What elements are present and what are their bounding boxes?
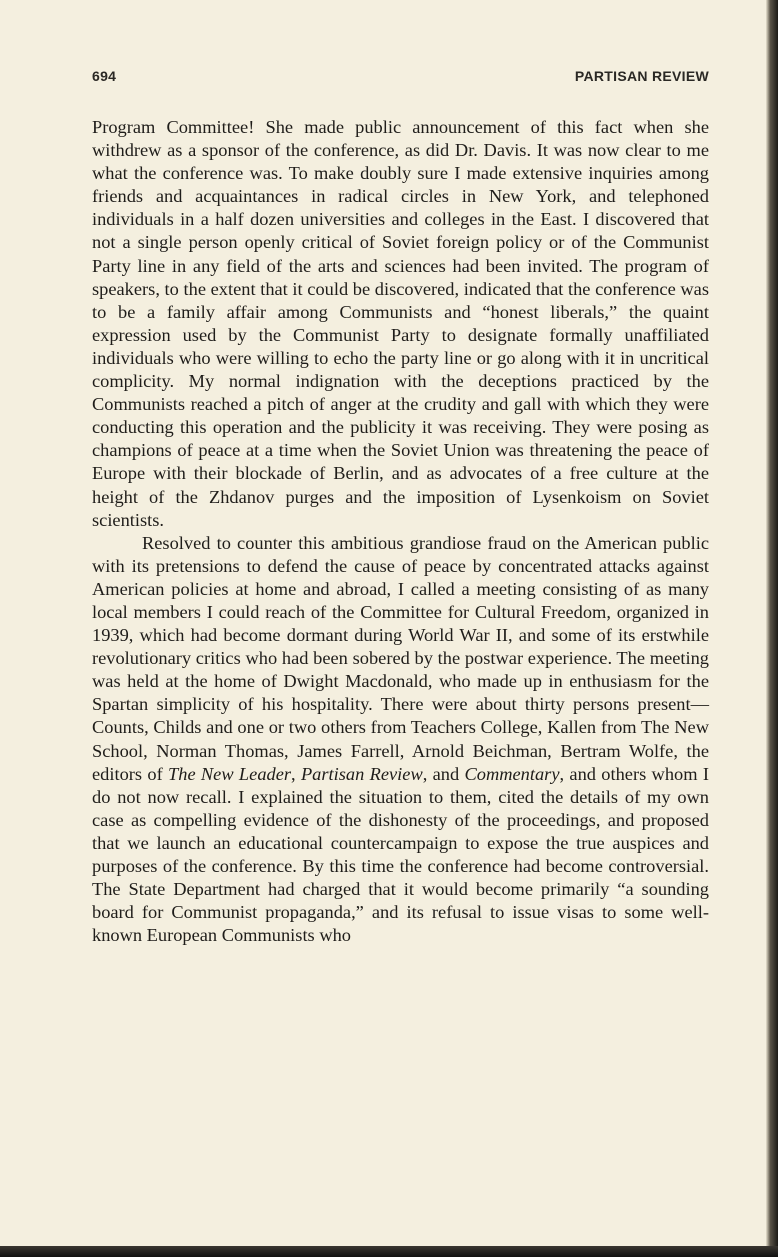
page-number: 694: [92, 68, 117, 84]
separator-2: , and: [422, 763, 465, 784]
running-head: PARTISAN REVIEW: [574, 68, 709, 84]
separator-1: ,: [291, 763, 301, 784]
publication-title-partisan-review: Partisan Review: [300, 763, 423, 784]
paragraph-2-part-a: Resolved to counter this ambitious grandiose fraud on the American public with its pretensions to defend the cause of peace by concentrated attacks against American policies at home and abroad, I called a meeting consisting of as many local members I could reach of the Committee for Cultural Freedom, organized in 1939, which had become dormant during World War II, and some of its erstwhile revolutionary critics who had been sobered by the postwar experience. The meeting was held at the home of Dwight Macdonald, who made up in enthusiasm for the Spartan simplicity of his hospitality. There were about thirty persons present—Counts, Childs and one or two others from Teachers College, Kallen from The New School, Norman Thomas, James Farrell, Arnold Beichman, Bertram Wolfe, the editors of: [92, 532, 709, 784]
page-right-edge-shadow: [766, 0, 778, 1246]
paragraph-2-part-b: , and others whom I do not now recall. I explained the situation to them, cited the details of my own case as compelling evidence of the dishonesty of the proceedings, and proposed that we launch an educational countercampaign to expose the true auspices and purposes of the conference. By this time the conference had become controversial. The State Department had charged that it would become primarily “a sounding board for Communist propaganda,” and its refusal to issue visas to some well-known European Communists who: [92, 763, 709, 946]
page-bottom-edge-shadow: [0, 1246, 778, 1257]
paragraph-2: [92, 532, 709, 948]
body-text: [92, 116, 709, 947]
publication-title-commentary: Commentary: [464, 763, 560, 784]
publication-title-new-leader: The New Leader: [168, 763, 292, 784]
paragraph-1: Program Committee! She made public announcement of this fact when she withdrew as a sponsor of the conference, as did Dr. Davis. It was now clear to me what the conference was. To make doubly sure I made extensive inquiries among friends and acquaintances in radical circles in New York, and telephoned individuals in a half dozen universities and colleges in the East. I discovered that not a single person openly critical of Soviet foreign policy or of the Communist Party line in any field of the arts and sciences had been invited. The program of speakers, to the extent that it could be discovered, indicated that the conference was to be a family affair among Communists and “honest liberals,” the quaint expression used by the Communist Party to designate formally unaffiliated individuals who were willing to echo the party line or go along with it in uncritical complicity. My normal indignation with the deceptions practiced by the Communists reached a pitch of anger at the crudity and gall with which they were conducting this operation and the publicity it was receiving. They were posing as champions of peace at a time when the Soviet Union was threatening the peace of Europe with their blockade of Berlin, and as advocates of a free culture at the height of the Zhdanov purges and the imposition of Lysenkoism on Soviet scientists.: [92, 117, 709, 530]
page-header: [92, 68, 709, 86]
